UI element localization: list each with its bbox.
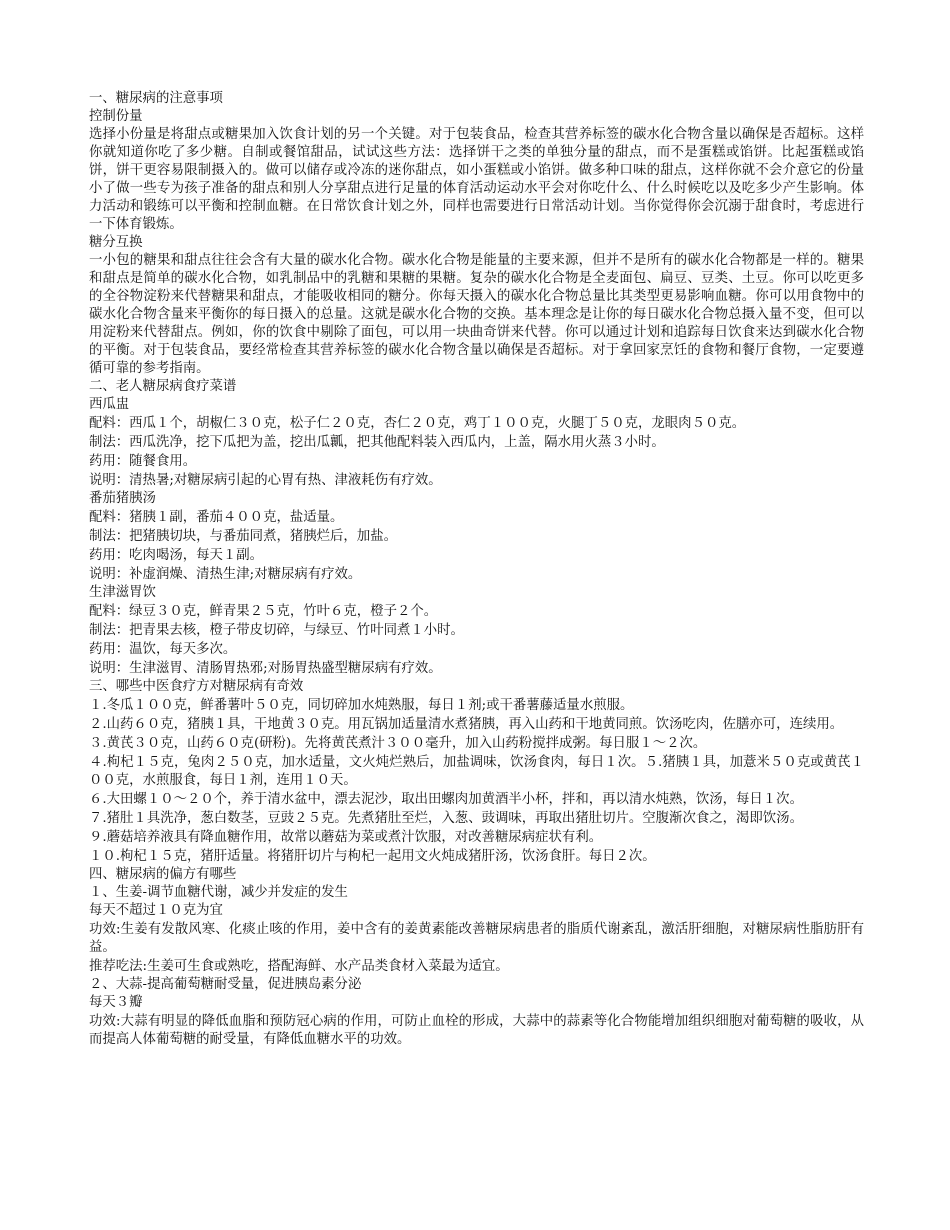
recipe-1-usage: 药用：随餐食用。 — [89, 454, 197, 469]
folk-remedy-1-heading: １、生姜-调节血糖代谢，减少并发症的发生 — [89, 885, 348, 900]
section-2-title: 二、老人糖尿病食疗菜谱 — [89, 379, 237, 394]
folk-remedy-1-dose: 每天不超过１０克为宜 — [89, 903, 223, 918]
recipe-3-usage: 药用：温饮，每天多次。 — [89, 642, 237, 657]
section-3-title: 三、哪些中医食疗方对糖尿病有奇效 — [89, 679, 304, 694]
section-1-subtitle-portion: 控制份量 — [89, 109, 143, 124]
section-1-title: 一、糖尿病的注意事项 — [89, 91, 223, 106]
remedy-item: ３.黄芪３０克，山药６０克(研粉)。先将黄芪煮汁３００毫升，加入山药粉搅拌成粥。每日服１～２次。 — [89, 736, 707, 751]
recipe-3-name: 生津滋胃饮 — [89, 585, 156, 600]
recipe-2-name: 番茄猪胰汤 — [89, 491, 156, 506]
recipe-3-ingredients: 配料：绿豆３０克，鲜青果２５克，竹叶６克，橙子２个。 — [89, 604, 438, 619]
recipe-1-ingredients: 配料：西瓜１个，胡椒仁３０克，松子仁２０克，杏仁２０克，鸡丁１００克，火腿丁５０克，龙眼肉５０克。 — [89, 416, 746, 431]
document-body — [89, 90, 864, 1049]
section-4-title: 四、糖尿病的偏方有哪些 — [89, 867, 237, 882]
folk-remedy-2-dose: 每天３瓣 — [89, 995, 143, 1010]
folk-remedy-2-effect: 功效:大蒜有明显的降低血脂和预防冠心病的作用，可防止血栓的形成，大蒜中的蒜素等化合物能增加组织细胞对葡萄糖的吸收，从而提高人体葡萄糖的耐受量，有降低血糖水平的功效。 — [89, 1014, 864, 1047]
section-1-paragraph-exchange: 一小包的糖果和甜点往往会含有大量的碳水化合物。碳水化合物是能量的主要来源，但并不是所有的碳水化合物都是一样的。糖果和甜点是简单的碳水化合物，如乳制品中的乳糖和果糖的果糖。复杂的碳水化合物是全麦面包、扁豆、豆类、土豆。你可以吃更多的全谷物淀粉来代替糖果和甜点，才能吸收相同的糖分。你每天摄入的碳水化合物总量比其类型更易影响血糖。你可以用食物中的碳水化合物含量来平衡你的每日摄入的总量。这就是碳水化合物的交换。基本理念是让你的每日碳水化合物总摄入量不变，但可以用淀粉来代替甜点。例如，你的饮食中剔除了面包，可以用一块曲奇饼来代替。你可以通过计划和追踪每日饮食来达到碳水化合物的平衡。对于包装食品，要经常检查其营养标签的碳水化合物含量以确保是否超标。对于拿回家烹饪的食物和餐厅食物，一定要遵循可靠的参考指南。 — [89, 253, 864, 376]
remedy-item: １０.枸杞１５克，猪肝适量。将猪肝切片与枸杞一起用文火炖成猪肝汤，饮汤食肝。每日２次。 — [89, 849, 656, 864]
folk-remedy-1-effect: 功效:生姜有发散风寒、化痰止咳的作用，姜中含有的姜黄素能改善糖尿病患者的脂质代谢紊乱，激活肝细胞，对糖尿病性脂肪肝有益。 — [89, 922, 864, 955]
section-1-subtitle-exchange: 糖分互换 — [89, 235, 143, 250]
recipe-1-method: 制法：西瓜洗净，挖下瓜把为盖，挖出瓜瓤，把其他配料装入西瓜内，上盖，隔水用火蒸３小时。 — [89, 435, 665, 450]
remedy-item: ７.猪肚１具洗净，葱白数茎，豆豉２５克。先煮猪肚至烂，入葱、豉调味，再取出猪肚切片。空腹渐次食之，渴即饮汤。 — [89, 811, 803, 826]
recipe-2-usage: 药用：吃肉喝汤，每天１副。 — [89, 548, 264, 563]
recipe-2-note: 说明：补虚润燥、清热生津;对糖尿病有疗效。 — [89, 567, 362, 582]
remedy-item: １.冬瓜１００克，鲜番薯叶５０克，同切碎加水炖熟服，每日１剂;或干番薯藤适量水煎服。 — [89, 698, 634, 713]
recipe-1-name: 西瓜盅 — [89, 397, 130, 412]
recipe-1-note: 说明：清热暑;对糖尿病引起的心胃有热、津液耗伤有疗效。 — [89, 473, 442, 488]
remedy-item: ２.山药６０克，猪胰１具，干地黄３０克。用瓦锅加适量清水煮猪胰，再入山药和干地黄同煎。饮汤吃肉，佐膳亦可，连续用。 — [89, 717, 844, 732]
recipe-2-ingredients: 配料：猪胰１副，番茄４００克，盐适量。 — [89, 510, 344, 525]
recipe-2-method: 制法：把猪胰切块，与番茄同煮，猪胰烂后，加盐。 — [89, 529, 397, 544]
folk-remedy-2-heading: ２、大蒜-提高葡萄糖耐受量，促进胰岛素分泌 — [89, 977, 362, 992]
recipe-3-method: 制法：把青果去核，橙子带皮切碎，与绿豆、竹叶同煮１小时。 — [89, 623, 464, 638]
remedy-item: ４.枸杞１５克，兔肉２５０克，加水适量，文火炖烂熟后，加盐调味，饮汤食肉，每日１次。５.猪胰１具，加薏米５０克或黄芪１００克，水煎服食，每日１剂，连用１０天。 — [89, 755, 864, 788]
remedy-item: ９.蘑菇培养液具有降血糖作用，故常以蘑菇为菜或煮汁饮服，对改善糖尿病症状有利。 — [89, 830, 603, 845]
section-1-paragraph-portion: 选择小份量是将甜点或糖果加入饮食计划的另一个关键。对于包装食品，检查其营养标签的碳水化合物含量以确保是否超标。这样你就知道你吃了多少糖。自制或餐馆甜品，试试这些方法：选择饼干之类的单独分量的甜点，而不是蛋糕或馅饼。比起蛋糕或馅饼，饼干更容易限制摄入的。做可以储存或冷冻的迷你甜点，如小蛋糕或小馅饼。做多种口味的甜点，这样你就不会介意它的份量小了做一些专为孩子准备的甜点和别人分享甜点进行足量的体育活动运动水平会对你吃什么、什么时候吃以及吃多少产生影响。体力活动和锻练可以平衡和控制血糖。在日常饮食计划之外，同样也需要进行日常活动计划。当你觉得你会沉溺于甜食时，考虑进行一下体育锻炼。 — [89, 127, 864, 232]
folk-remedy-1-tip: 推荐吃法:生姜可生食或熟吃，搭配海鲜、水产品类食材入菜最为适宜。 — [89, 959, 509, 974]
recipe-3-note: 说明：生津滋胃、清肠胃热邪;对肠胃热盛型糖尿病有疗效。 — [89, 661, 442, 676]
remedy-item: ６.大田螺１０～２０个，养于清水盆中，漂去泥沙，取出田螺肉加黄酒半小杯，拌和，再以清水炖熟，饮汤，每日１次。 — [89, 792, 803, 807]
